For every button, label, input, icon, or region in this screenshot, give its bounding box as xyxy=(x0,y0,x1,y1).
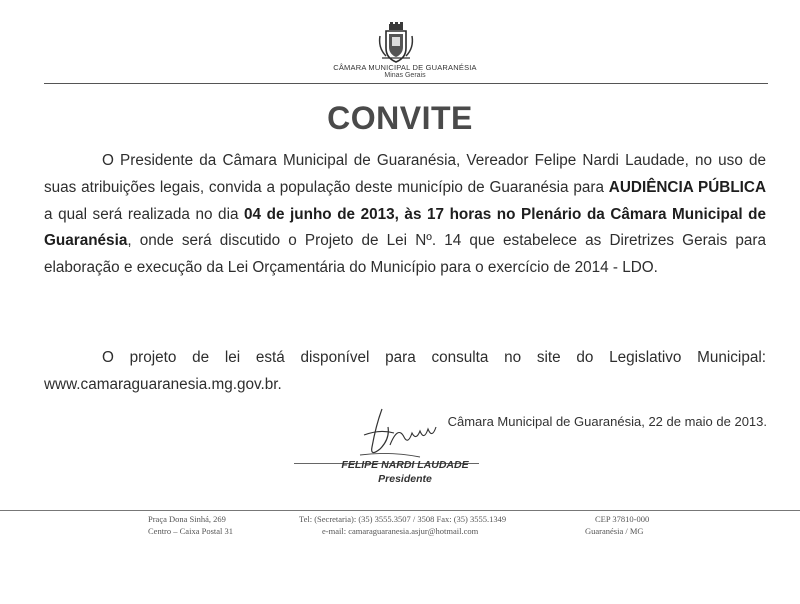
handwritten-signature xyxy=(350,405,450,465)
paragraph-rest: , onde será discutido o Projeto de Lei Nº. 14 que estabelece as Diretrizes Gerais para elaboração e execução da Lei Orçamentária do Município para o exercício de 2014 - LDO. xyxy=(44,232,766,277)
signer-role: Presidente xyxy=(378,473,432,485)
footer-address-line2: Centro – Caixa Postal 31 xyxy=(148,526,233,536)
event-date-place: 04 de junho de 2013, às 17 horas no Plenário da Câmara Municipal de Guaranésia xyxy=(44,205,766,250)
event-name: AUDIÊNCIA PÚBLICA xyxy=(608,178,767,196)
municipal-coat-of-arms-icon xyxy=(376,22,416,64)
footer-email: e-mail: camaraguaranesia.asjur@hotmail.com xyxy=(322,526,479,536)
invitation-paragraph xyxy=(44,148,766,282)
footer-divider xyxy=(0,510,800,511)
footer-city: Guaranésia / MG xyxy=(585,526,644,536)
header-divider xyxy=(44,83,768,84)
footer-cep: CEP 37810-000 xyxy=(595,514,650,524)
availability-paragraph: O projeto de lei está disponível para consulta no site do Legislativo Municipal: www.camaraguaranesia.mg.gov.br. xyxy=(44,349,766,393)
footer-address-line1: Praça Dona Sinhá, 269 xyxy=(148,514,226,524)
paragraph-intro: O Presidente da Câmara Municipal de Guaranésia, Vereador Felipe Nardi Laudade, no uso de suas atribuições legais, convida a população deste município de Guaranésia para xyxy=(44,152,766,196)
document-title: CONVITE xyxy=(327,100,473,136)
signer-name: FELIPE NARDI LAUDADE xyxy=(341,459,469,471)
footer-phones: Tel: (Secretaria): (35) 3555.3507 / 3508 Fax: (35) 3555.1349 xyxy=(299,514,507,524)
institution-state: Minas Gerais xyxy=(384,72,426,79)
institution-name: CÂMARA MUNICIPAL DE GUARANÉSIA xyxy=(333,63,477,72)
place-and-date: Câmara Municipal de Guaranésia, 22 de maio de 2013. xyxy=(447,414,767,429)
paragraph-middle: a qual será realizada no dia xyxy=(44,205,245,223)
